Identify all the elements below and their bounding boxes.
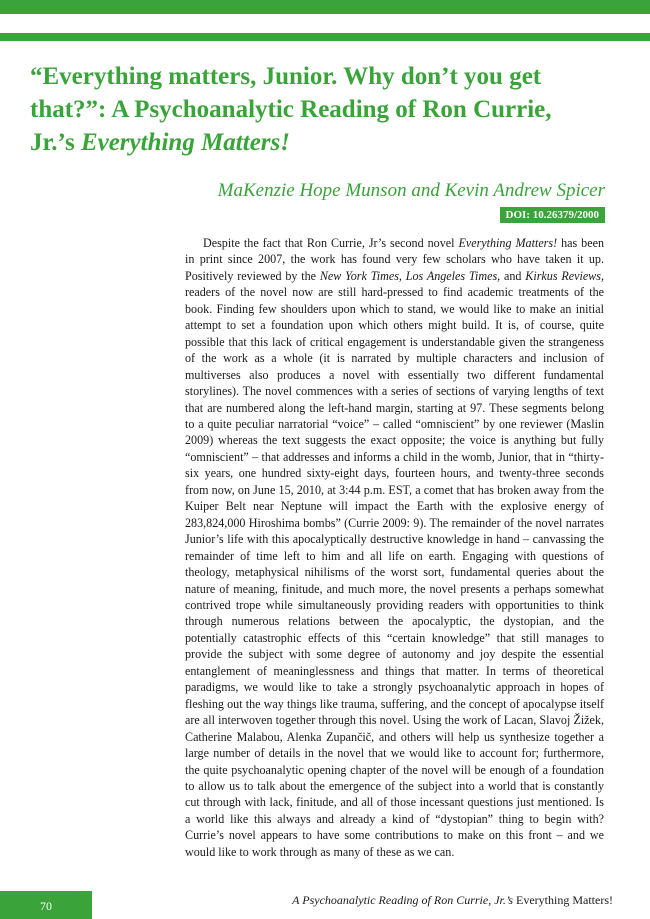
- title-line-1: “Everything matters, Junior. Why don’t you get: [30, 63, 542, 90]
- header-green-rule: [0, 33, 650, 41]
- page-number: 70: [40, 899, 52, 913]
- doi-badge: DOI: 10.26379/2000: [500, 207, 606, 223]
- body-segment: readers of the novel now are still hard-pressed to find academic treatments of the book. Finding few shoulders upon which to stand, we would like to make an initial attempt to set a foundation upon which others might build. It is, of course, quite possible that this lack of critical engagement is understandable given the strangeness of the work as a whole (it is narrated by multiple characters and inclusion of multiverses also produces a novel with essentially two different fundamental storylines). The novel commences with a series of sections of varying lengths of text that are numbered along the left-hand margin, starting at 97. These segments belong to a quite peculiar narratorial “voice” – called “omniscient” by one reviewer (Maslin 2009) whereas the text suggests the exact opposite; the voice is anything but fully “omniscient” – that addresses and informs a child in the womb, Junior, that in “thirty-six years, one hundred sixty-eight days, fourteen hours, and twenty-three seconds from now, on June 15, 2010, at 3:44 p.m. EST, a comet that has broken away from the Kuiper Belt near Neptune will impact the Earth with the explosive energy of 283,824,000 Hiroshima bombs” (Currie 2009: 9). The remainder of the novel narrates Junior’s life with this apocalyptically destructive knowledge in hand – canvassing the remainder of time left to him and all life on earth. Engaging with questions of theology, metaphysical nihilisms of the worst sort, fundamental queries about the nature of meaning, finitude, and much more, the novel presents a perhaps somewhat contrived trope while simultaneously providing readers with opportunities to think through numerous relations between the apocalyptic, the dystopian, and the potentially catastrophic effects of this “certain knowledge” that still manages to provide the subject with some degree of autonomy and joy despite the essential entanglement of meaninglessness and things that matter. In terms of theoretical paradigms, we would like to take a strongly psychoanalytic approach in hopes of fleshing out the way things like trauma, suffering, and the concept of apocalypse itself are all interwoven together through this novel. Using the work of Lacan, Slavoj Žižek, Catherine Malabou, Alenka Zupančič, and others will help us synthesize together a large number of details in the novel that we would like to account for; furthermore, the quite psychoanalytic opening chapter of the novel will be enough of a foundation to allow us to talk about the emergence of the subject into a world that is constantly cut through with lack, finitude, and all of those incessant questions just mentioned. Is a world like this always and already a kind of “dystopian” thing to begin with? Currie’s novel appears to have some contributions to make on this front – and we would like to work through as many of these as we can.: [185, 285, 604, 859]
- page-number-tab: [0, 891, 92, 919]
- body-segment: and: [500, 268, 526, 283]
- running-title-plain: Everything Matters!: [513, 893, 613, 907]
- body-italic-segment: New York Times, Los Angeles Times,: [319, 268, 501, 283]
- body-segment: has been in print since 2007, the work has found very few scholars who have taken it up. Positively reviewed by the: [185, 236, 605, 283]
- title-line-3-prefix: Jr.’s: [30, 129, 81, 156]
- body-italic-segment: Everything Matters!: [458, 236, 558, 250]
- body-segment: Despite the fact that Ron Currie, Jr’s second novel: [203, 236, 459, 250]
- article-body-paragraph: [185, 235, 604, 860]
- article-authors: MaKenzie Hope Munson and Kevin Andrew Spicer: [217, 180, 605, 201]
- title-line-2: that?”: A Psychoanalytic Reading of Ron Currie,: [30, 96, 552, 123]
- running-title-italic: A Psychoanalytic Reading of Ron Currie, Jr.’s: [292, 893, 514, 907]
- title-novel-name: Everything Matters!: [80, 129, 290, 156]
- running-footer-title: [292, 893, 613, 908]
- top-green-band: [0, 0, 650, 14]
- article-title: [30, 60, 630, 159]
- body-italic-segment: Kirkus Reviews,: [525, 268, 604, 283]
